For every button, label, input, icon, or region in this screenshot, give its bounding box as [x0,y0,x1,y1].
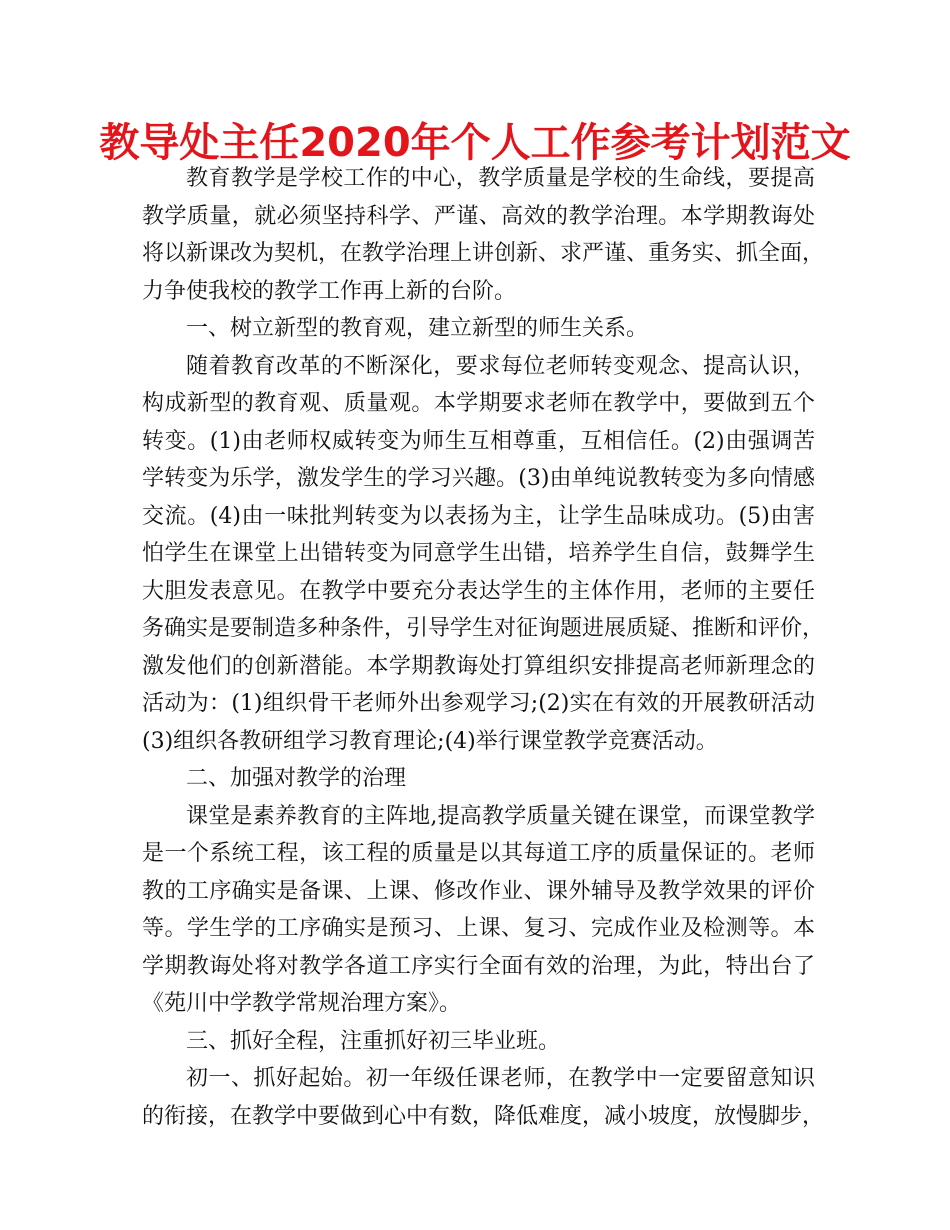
body-line: 等。学生学的工序确实是预习、上课、复习、完成作业及检测等。本 [142,916,815,941]
body-line: 转变。(1)由老师权威转变为师生互相尊重，互相信任。(2)由强调苦 [142,428,815,454]
body-line: 怕学生在课堂上出错转变为同意学生出错，培养学生自信，鼓舞学生 [142,541,815,566]
document-title: 教导处主任2020年个人工作参考计划范文 [99,120,851,166]
body-line: 构成新型的教育观、质量观。本学期要求老师在教学中，要做到五个 [142,391,815,416]
body-line: 力争使我校的教学工作再上新的台阶。 [142,278,517,304]
body-line: 二、加强对教学的治理 [186,766,407,791]
body-line: 是一个系统工程，该工程的质量是以其每道工序的质量保证的。老师 [142,841,815,866]
body-line: 学转变为乐学，激发学生的学习兴趣。(3)由单纯说教转变为多向情感 [142,466,815,491]
body-line: (3)组织各教研组学习教育理论;(4)举行课堂教学竞赛活动。 [142,728,718,754]
body-line: 将以新课改为契机，在教学治理上讲创新、求严谨、重务实、抓全面， [142,241,825,266]
body-line: 一、树立新型的教育观，建立新型的师生关系。 [186,316,649,341]
document-body [142,160,825,1135]
body-line: 活动为：(1)组织骨干老师外出参观学习;(2)实在有效的开展教研活动 [142,691,815,716]
body-line: 的衔接，在教学中要做到心中有数，降低难度，减小坡度，放慢脚步， [142,1103,825,1129]
body-line: 随着教育改革的不断深化，要求每位老师转变观念、提高认识， [186,353,815,379]
body-line: 初一、抓好起始。初一年级任课老师，在教学中一定要留意知识 [186,1066,815,1091]
body-line: 《苑川中学教学常规治理方案》。 [142,991,462,1016]
body-line: 激发他们的创新潜能。本学期教诲处打算组织安排提高老师新理念的 [142,653,815,679]
body-line: 教的工序确实是备课、上课、修改作业、课外辅导及教学效果的评价 [142,878,815,904]
body-line: 三、抓好全程，注重抓好初三毕业班。 [186,1028,561,1054]
body-line: 大胆发表意见。在教学中要充分表达学生的主体作用，老师的主要任 [142,578,815,604]
body-line: 学期教诲处将对教学各道工序实行全面有效的治理，为此，特出台了 [142,953,815,979]
body-line: 教育教学是学校工作的中心，教学质量是学校的生命线，要提高 [186,166,815,191]
body-line: 教学质量，就必须坚持科学、严谨、高效的教学治理。本学期教诲处 [142,203,815,229]
body-line: 务确实是要制造多种条件，引导学生对征询题进展质疑、推断和评价， [142,616,825,641]
body-line: 课堂是素养教育的主阵地,提高教学质量关键在课堂，而课堂教学 [186,803,815,829]
body-line: 交流。(4)由一味批判转变为以表扬为主，让学生品味成功。(5)由害 [142,503,815,529]
